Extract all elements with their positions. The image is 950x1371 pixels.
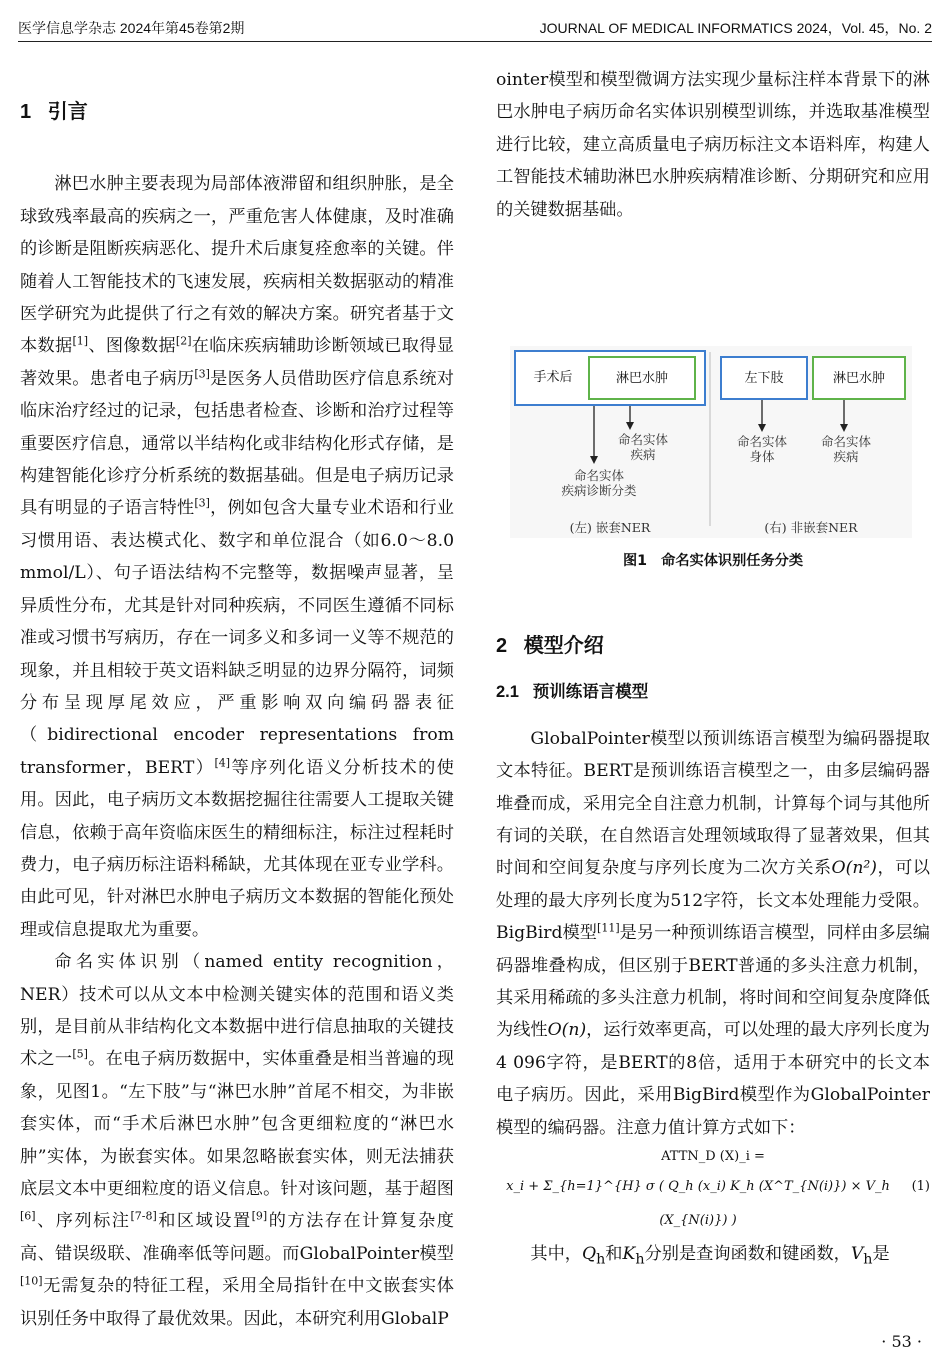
citation-9[interactable]: [9] [251, 1209, 268, 1223]
right-column [496, 630, 930, 1276]
citation-11[interactable]: [11] [597, 921, 620, 935]
right-column-top [496, 64, 930, 324]
complexity-quadratic: O(n²) [831, 858, 877, 879]
complexity-linear: O(n) [547, 1020, 587, 1041]
citation-2[interactable]: [2] [175, 334, 192, 348]
header-rule [18, 41, 932, 42]
citation-6[interactable]: [6] [20, 1209, 36, 1223]
equation-explanation: 其中，$Q_h$和$K_h$分别是查询函数和键函数，$V_h$是 [530, 1244, 890, 1268]
equation-1-line-2: x_i + Σ_{h=1}^{H} σ ( Q_h (x_i) K_h (X^T_{N(i)}) × V_h (X_{N(i)}) ) (1) [496, 1170, 930, 1238]
citation-1[interactable]: [1] [72, 334, 89, 348]
intro-paragraph-2-continued: ointer模型和模型微调方法实现少量标注样本背景下的淋巴水肿电子病历命名实体识别模型训练，并选取基准模型进行比较，建立高质量电子病历标注文本语料库，构建人工智能技术辅助淋巴水肿疾病精准诊断、分期研究和应用的关键数据基础。 [496, 70, 930, 220]
nested-inner-box: 淋巴水肿 [588, 356, 696, 400]
label-nonnested-ner: (右) 非嵌套NER [764, 520, 858, 535]
citation-3b[interactable]: [3] [194, 496, 210, 510]
figure-1-caption: 图1 命名实体识别任务分类 [622, 553, 804, 569]
label-entity-diagnosis: 命名实体 疾病诊断分类 [561, 468, 637, 498]
citation-10[interactable]: [10] [20, 1274, 43, 1288]
equation-number: (1) [911, 1179, 930, 1195]
left-column [20, 64, 454, 1335]
section-2-heading: 2 模型介绍 [496, 635, 604, 657]
label-entity-body: 命名实体 身体 [736, 434, 787, 464]
label-entity-disease-2: 命名实体 疾病 [820, 434, 871, 464]
citation-5[interactable]: [5] [72, 1047, 88, 1061]
header-journal-cn: 医学信息学杂志 2024年第45卷第2期 [18, 20, 245, 36]
citation-7-8[interactable]: [7-8] [130, 1209, 157, 1223]
intro-paragraph-1: 淋巴水肿主要表现为局部体液滞留和组织肿胀，是全球致残率最高的疾病之一，严重危害人体健康，及时准确的诊断是阻断疾病恶化、提升术后康复痊愈率的关键。伴随着人工智能技术的飞速发展，疾病相关数据驱动的精准医学研究为此提供了行之有效的解决方案。研究者基于文本数据[1]、图像数据[2]在临床疾病辅助诊断领域已取得显著效果。患者电子病历[3]是医务人员借助医疗信息系统对临床治疗经过的记录，包括患者检查、诊断和治疗过程等重要医疗信息，通常以半结构化或非结构化形式存储，是构建智能化诊疗分析系统的数据基础。但是电子病历记录具有明显的子语言特性[3]，例如包含大量专业术语和行业习惯用语、表达模式化、数字和单位混合（如6.0～8.0 mmol/L）、句子语法结构不完整等，数据噪声显著，呈异质性分布，尤其是针对同种疾病，不同医生遵循不同标准或习惯书写病历，存在一词多义和多词一义等不规范的现象，并且相较于英文语料缺乏明显的边界分隔符，词频分布呈现厚尾效应，严重影响双向编码器表征（bidirectional encoder representations from transformer，BERT）[4]等序列化语义分析技术的使用。因此，电子病历文本数据挖掘往往需要人工提取关键信息，依赖于高年资临床医生的精细标注，标注过程耗时费力，电子病历标注语料稀缺，尤其体现在亚专业学科。由此可见，针对淋巴水肿电子病历文本数据的智能化预处理或信息提取尤为重要。 [20, 174, 454, 940]
citation-3[interactable]: [3] [194, 367, 210, 381]
label-entity-disease-1: 命名实体 疾病 [617, 432, 668, 462]
citation-4[interactable]: [4] [214, 755, 231, 769]
label-nested-ner: (左) 嵌套NER [569, 520, 651, 535]
header-journal-en: JOURNAL OF MEDICAL INFORMATICS 2024，Vol. 45，No. 2 [539, 20, 932, 36]
lymphedema-box: 淋巴水肿 [812, 356, 906, 400]
page-number: · 53 · [881, 1332, 922, 1351]
left-leg-box: 左下肢 [720, 356, 808, 400]
section-2-1-heading: 2.1 预训练语言模型 [496, 683, 649, 702]
label-after-surgery: 手术后 [533, 370, 573, 385]
running-header [18, 14, 932, 38]
model-paragraph: GlobalPointer模型以预训练语言模型为编码器提取文本特征。BERT是预训练语言模型之一，由多层编码器堆叠而成，采用完全自注意力机制，计算每个词与其他所有词的关联，在自然语言处理领域取得了显著效果，但其时间和空间复杂度与序列长度为二次方关系O(n²)，可以处理的最大序列长度为512字符，长文本处理能力受限。BigBird模型[11]是另一种预训练语言模型，同样由多层编码器堆叠构成，但区别于BERT普通的多头注意力机制，其采用稀疏的多头注意力机制，将时间和空间复杂度降低为线性O(n)，运行效率更高，可以处理的最大序列长度为4 096字符，是BERT的8倍，适用于本研究中的长文本电子病历。因此，采用BigBird模型作为GlobalPointer模型的编码器。注意力值计算方式如下： [496, 728, 930, 1138]
section-1-heading: 1 引言 [20, 101, 88, 123]
equation-1-line-1: ATTN_D (X)_i = [661, 1149, 765, 1165]
figure-1 [510, 346, 912, 538]
intro-paragraph-2: 命名实体识别（named entity recognition，NER）技术可以从文本中检测关键实体的范围和语义类别，是目前从非结构化文本数据中进行信息抽取的关键技术之一[5]。在电子病历数据中，实体重叠是相当普遍的现象，见图1。“左下肢”与“淋巴水肿”首尾不相交，为非嵌套实体，而“手术后淋巴水肿”包含更细粒度的“淋巴水肿”实体，为嵌套实体。如果忽略嵌套实体，则无法捕获底层文本中更细粒度的语义信息。针对该问题，基于超图[6]、序列标注[7-8]和区域设置[9]的方法存在计算复杂度高、错误级联、准确率低等问题。而GlobalPointer模型[10]无需复杂的特征工程，采用全局指针在中文嵌套实体识别任务中取得了最优效果。因此，本研究利用GlobalP [20, 952, 454, 1329]
